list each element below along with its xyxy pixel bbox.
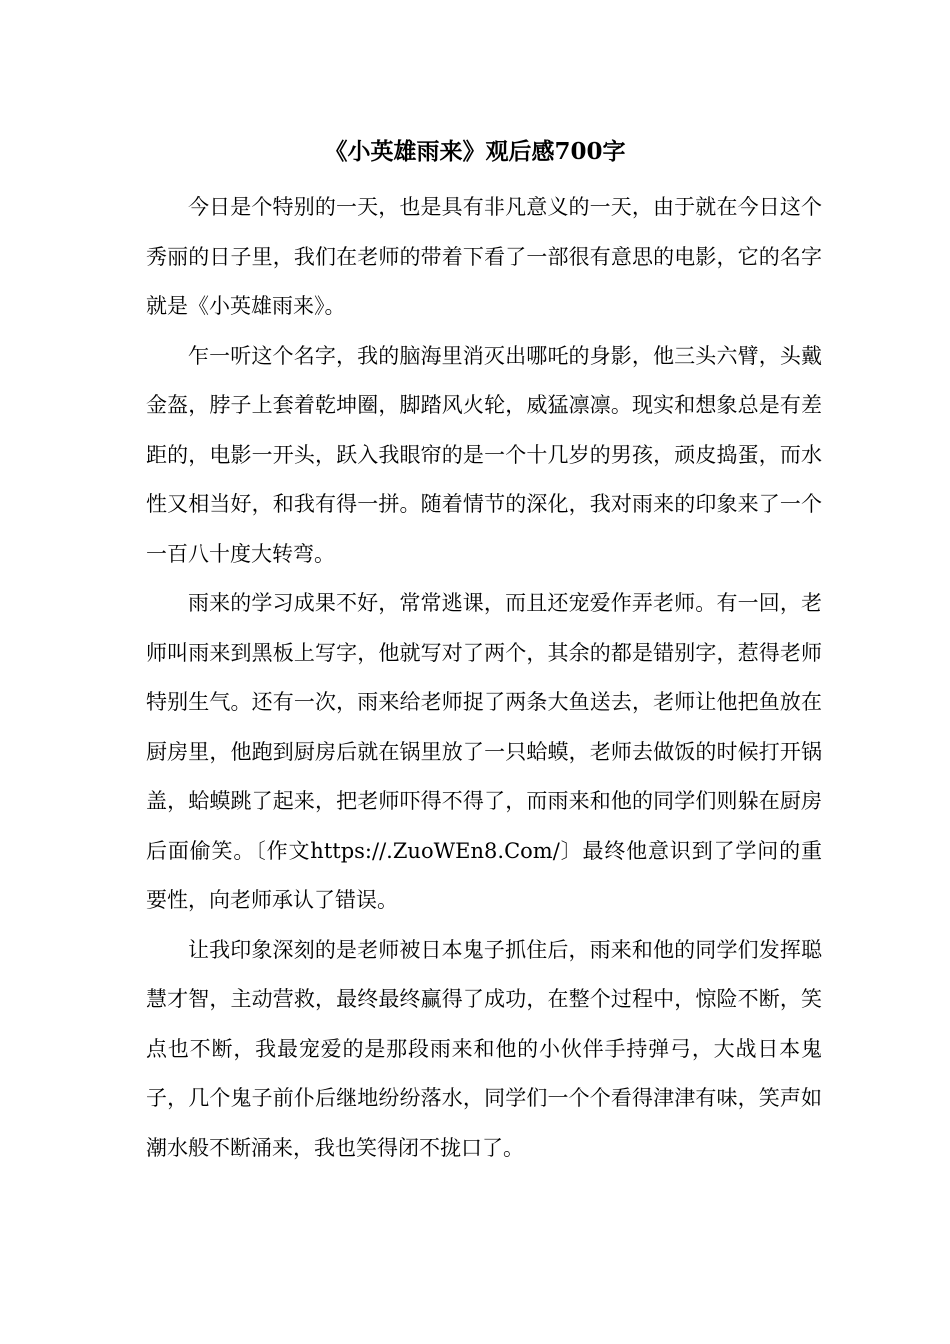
paragraph-4: 让我印象深刻的是老师被日本鬼子抓住后，雨来和他的同学们发挥聪慧才智，主动营救，最终最终赢得了成功，在整个过程中，惊险不断，笑点也不断，我最宠爱的是那段雨来和他的小伙伴手持弹弓，大战日本鬼子，几个鬼子前仆后继地纷纷落水，同学们一个个看得津津有味，笑声如潮水般不断涌来，我也笑得闭不拢口了。 — [146, 937, 822, 1160]
paragraph-1: 今日是个特别的一天，也是具有非凡意义的一天，由于就在今日这个秀丽的日子里，我们在老师的带着下看了一部很有意思的电影，它的名字就是《小英雄雨来》。 — [146, 195, 822, 318]
document-body — [146, 183, 822, 1173]
document-title: 《小英雄雨来》观后感700字 — [324, 138, 626, 165]
paragraph-3: 雨来的学习成果不好，常常逃课，而且还宠爱作弄老师。有一回，老师叫雨来到黑板上写字，他就写对了两个，其余的都是错别字，惹得老师特别生气。还有一次，雨来给老师捉了两条大鱼送去，老师让他把鱼放在厨房里，他跑到厨房后就在锅里放了一只蛤蟆，老师去做饭的时候打开锅盖，蛤蟆跳了起来，把老师吓得不得了，而雨来和他的同学们则躲在厨房后面偷笑。〔作文https://.ZuoWEn8.Com/〕最终他意识到了学问的重要性，向老师承认了错误。 — [146, 591, 822, 912]
paragraph-2: 乍一听这个名字，我的脑海里消灭出哪吒的身影，他三头六臂，头戴金盔，脖子上套着乾坤圈，脚踏风火轮，威猛凛凛。现实和想象总是有差距的，电影一开头，跃入我眼帘的是一个十几岁的男孩，顽皮捣蛋，而水性又相当好，和我有得一拼。随着情节的深化，我对雨来的印象来了一个一百八十度大转弯。 — [146, 343, 822, 566]
